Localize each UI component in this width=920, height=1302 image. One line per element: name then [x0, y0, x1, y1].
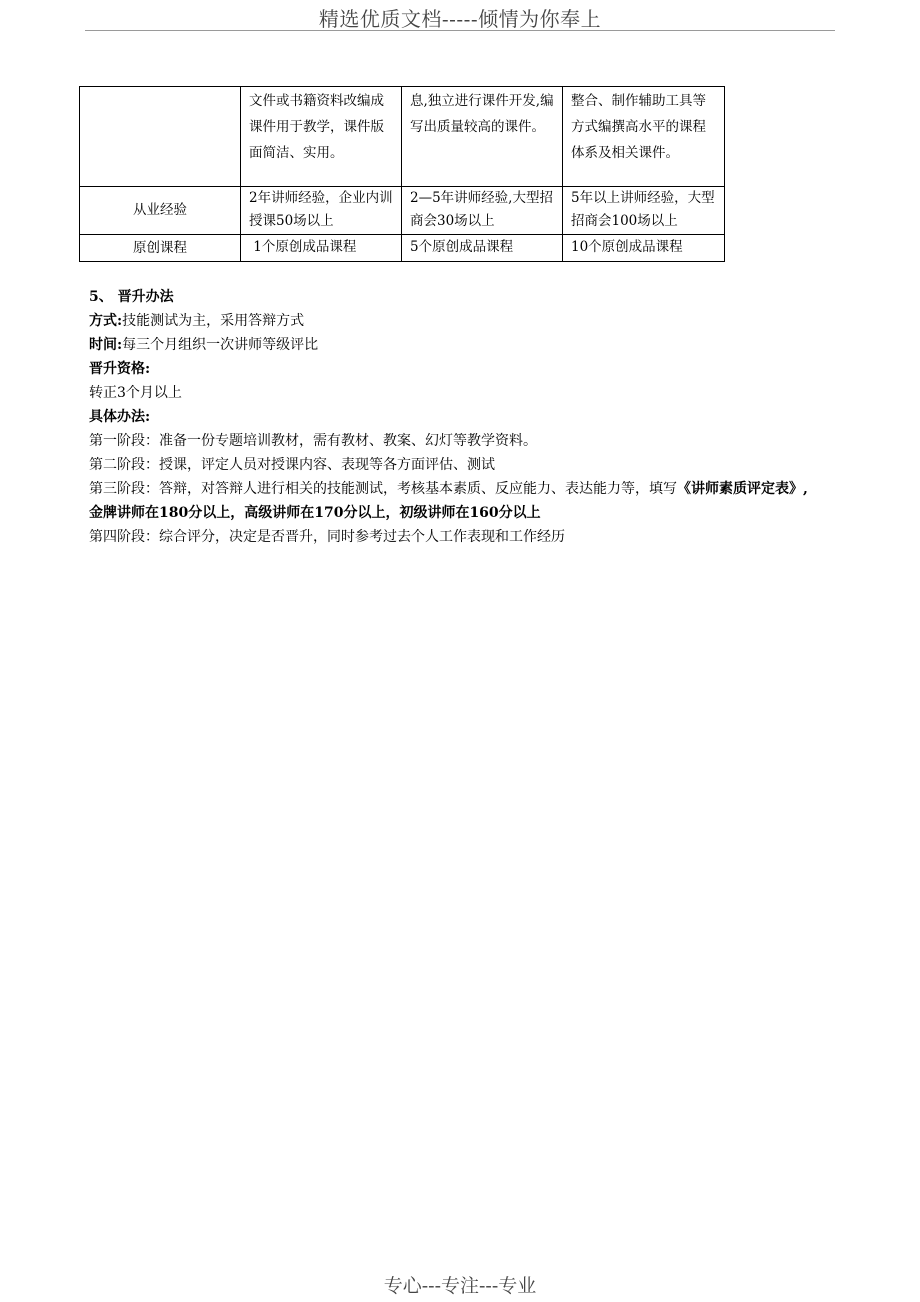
stage-2: 第二阶段：授课，评定人员对授课内容、表现等各方面评估、测试	[89, 457, 495, 473]
method-text: 技能测试为主，采用答辩方式	[122, 313, 305, 329]
table-cell: 1个原创成品课程	[241, 235, 402, 262]
table-row	[80, 235, 725, 262]
promotion-section	[89, 285, 849, 549]
row-label	[80, 87, 241, 187]
stage-1: 第一阶段：准备一份专题培训教材，需有教材、教案、幻灯等教学资料。	[89, 433, 537, 449]
header-divider	[85, 30, 835, 31]
time-label: 时间:	[89, 337, 123, 353]
page-footer: 专心---专注---专业	[383, 1275, 537, 1297]
table-cell: 整合、制作辅助工具等方式编撰高水平的课程体系及相关课件。	[563, 87, 725, 187]
lecturer-level-table	[79, 86, 725, 262]
table-row	[80, 87, 725, 187]
table-cell: 10个原创成品课程	[563, 235, 725, 262]
table-cell: 文件或书籍资料改编成课件用于教学，课件版面简洁、实用。	[241, 87, 402, 187]
table-cell: 息,独立进行课件开发,编写出质量较高的课件。	[402, 87, 563, 187]
stage-3-form-name: 《讲师素质评定表》,	[677, 481, 808, 497]
section-heading: 5、 晋升办法	[89, 289, 174, 305]
procedure-label: 具体办法:	[89, 409, 151, 425]
table-cell: 2—5年讲师经验,大型招商会30场以上	[402, 187, 563, 235]
qualification-text: 转正3个月以上	[89, 385, 182, 401]
method-label: 方式:	[89, 313, 123, 329]
method-line	[89, 309, 849, 333]
page-header: 精选优质文档-----倾情为你奉上	[318, 7, 602, 31]
stage-4: 第四阶段：综合评分，决定是否晋升，同时参考过去个人工作表现和工作经历	[89, 529, 565, 545]
time-text: 每三个月组织一次讲师等级评比	[122, 337, 319, 353]
row-label-original-courses: 原创课程	[80, 235, 241, 262]
stage-3-text: 第三阶段：答辩，对答辩人进行相关的技能测试，考核基本素质、反应能力、表达能力等，填写	[89, 481, 677, 497]
row-label-experience: 从业经验	[80, 187, 241, 235]
table-row	[80, 187, 725, 235]
stage-3-scores: 金牌讲师在180分以上，高级讲师在170分以上，初级讲师在160分以上	[89, 505, 541, 521]
qualification-label: 晋升资格:	[89, 361, 151, 377]
table-cell: 5年以上讲师经验，大型招商会100场以上	[563, 187, 725, 235]
time-line	[89, 333, 849, 357]
table-cell: 5个原创成品课程	[402, 235, 563, 262]
stage-3	[89, 477, 849, 501]
table-cell: 2年讲师经验，企业内训授课50场以上	[241, 187, 402, 235]
